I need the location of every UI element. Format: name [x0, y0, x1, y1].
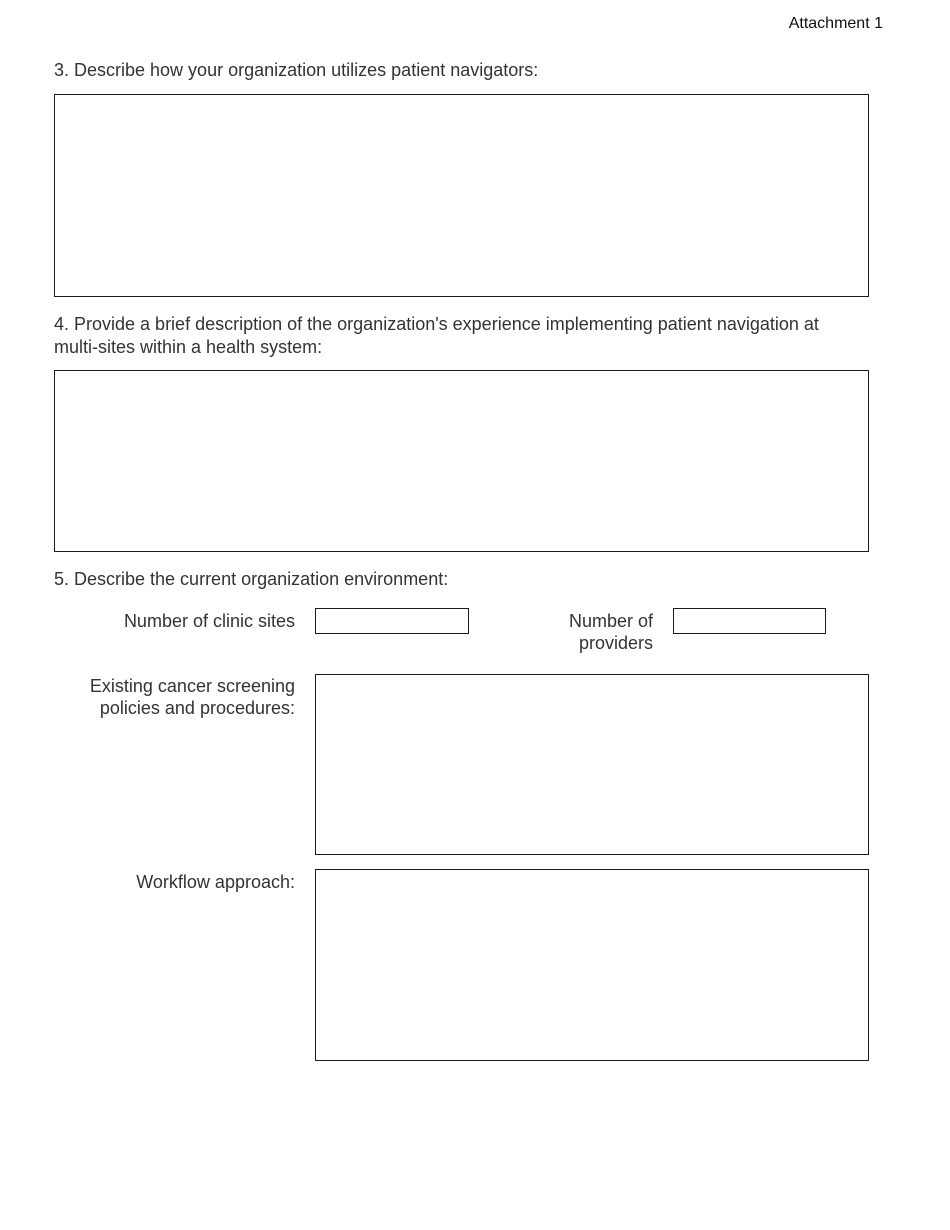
question-4-label-line1: 4. Provide a brief description of the organization's experience implementing patient navigation at [54, 314, 819, 334]
providers-input[interactable] [673, 608, 826, 634]
clinic-sites-input[interactable] [315, 608, 469, 634]
question-4-label-line2: multi-sites within a health system: [54, 337, 323, 357]
workflow-label: Workflow approach: [136, 872, 295, 892]
question-3-label: 3. Describe how your organization utilizes patient navigators: [54, 60, 539, 80]
clinic-sites-label: Number of clinic sites [123, 611, 295, 631]
providers-label [520, 610, 653, 654]
workflow-answer-box[interactable] [315, 869, 869, 1061]
providers-label-line1: Number of [568, 611, 653, 631]
question-3-answer-box[interactable] [54, 94, 869, 297]
question-4-answer-box[interactable] [54, 370, 869, 552]
attachment-label: Attachment 1 [788, 15, 883, 32]
question-4-label [54, 313, 914, 359]
question-5-label: 5. Describe the current organization environment: [54, 569, 449, 589]
policies-label-line1: Existing cancer screening [89, 676, 295, 696]
policies-label [40, 675, 295, 719]
providers-label-line2: providers [578, 633, 653, 653]
policies-answer-box[interactable] [315, 674, 869, 855]
policies-label-line2: policies and procedures: [99, 698, 295, 718]
